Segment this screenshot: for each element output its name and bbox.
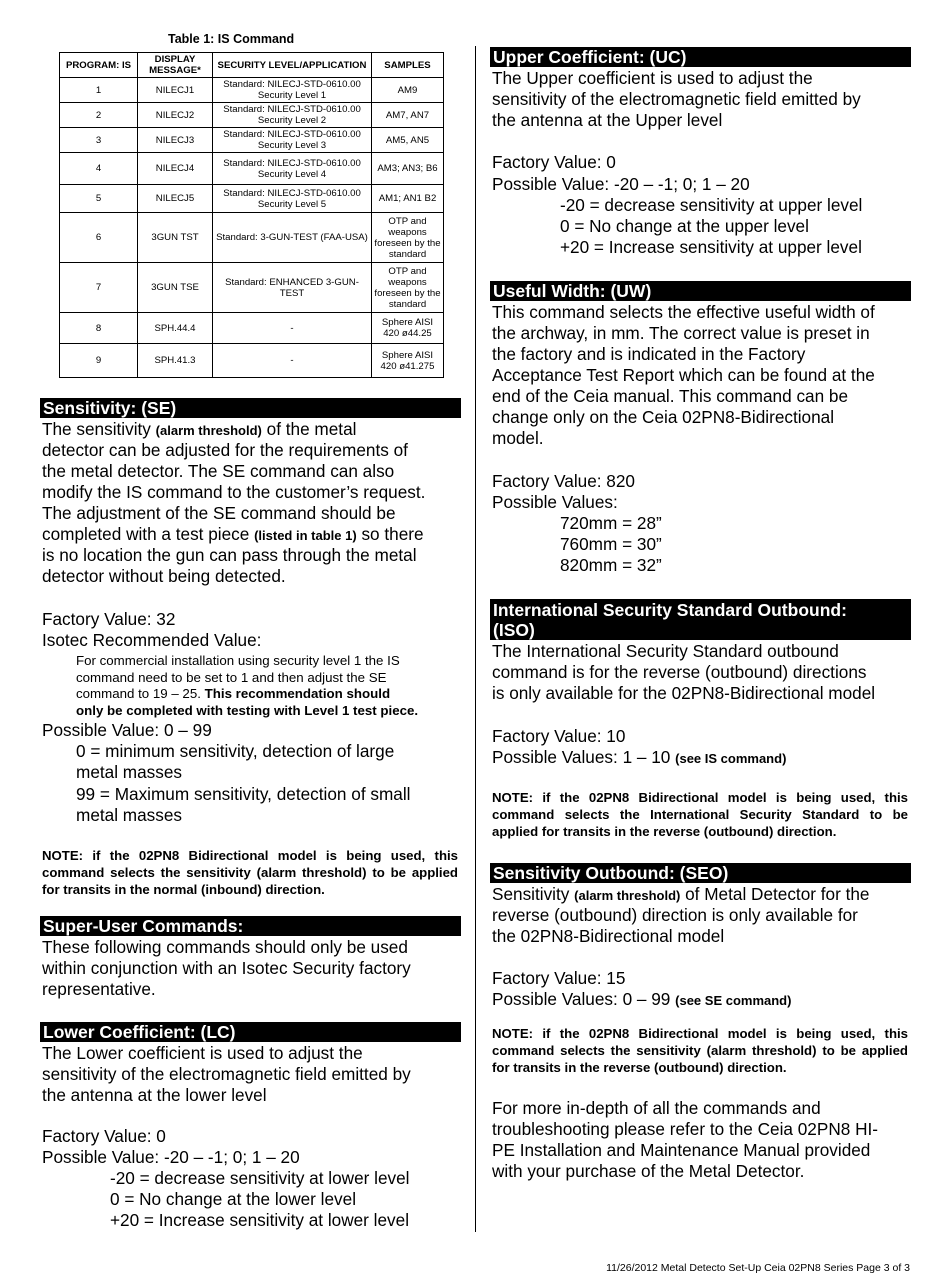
table-cell: NILECJ5 (138, 185, 213, 213)
useful-width-heading: Useful Width: (UW) (490, 281, 911, 301)
factory-value: Factory Value: 820 (492, 471, 635, 491)
table-row (60, 344, 444, 378)
closing-line: For more in-depth of all the commands and (492, 1098, 821, 1118)
table-row (60, 185, 444, 213)
table-cell: 7 (60, 263, 138, 313)
is-command-table (59, 52, 444, 378)
table-cell: SPH.44.4 (138, 313, 213, 344)
superuser-line: These following commands should only be used (42, 937, 408, 957)
sensitivity-line: The adjustment of the SE command should be (42, 503, 396, 523)
value-description: 0 = minimum sensitivity, detection of large (76, 741, 395, 761)
iso-line: The International Security Standard outbound (492, 641, 839, 661)
table-cell: Standard: NILECJ-STD-0610.00 Security Level 2 (213, 103, 372, 128)
lower-line: the antenna at the lower level (42, 1085, 267, 1105)
superuser-line: within conjunction with an Isotec Security factory (42, 958, 411, 978)
iso-line: command is for the reverse (outbound) directions (492, 662, 867, 682)
table-cell: 6 (60, 213, 138, 263)
closing-line: PE Installation and Maintenance Manual provided (492, 1140, 871, 1160)
sensitivity-line: The sensitivity (alarm threshold) of the metal (42, 419, 357, 439)
table-cell: Standard: 3-GUN-TEST (FAA-USA) (213, 213, 372, 263)
table-cell: AM9 (372, 78, 444, 103)
table-cell: AM1; AN1 B2 (372, 185, 444, 213)
useful-line: Acceptance Test Report which can be found at the (492, 365, 875, 385)
table-cell: Standard: NILECJ-STD-0610.00 Security Level 4 (213, 153, 372, 185)
value-description: 99 = Maximum sensitivity, detection of small (76, 784, 411, 804)
closing-line: troubleshooting please refer to the Ceia 02PN8 HI- (492, 1119, 878, 1139)
page-footer: 11/26/2012 Metal Detecto Set-Up Ceia 02PN8 Series Page 3 of 3 (606, 1262, 910, 1274)
table-row (60, 103, 444, 128)
superuser-line: representative. (42, 979, 156, 999)
upper-line: sensitivity of the electromagnetic field emitted by (492, 89, 861, 109)
sensitivity-line: completed with a test piece (listed in table 1) so there (42, 524, 424, 544)
sensitivity-line: detector can be adjusted for the requirements of (42, 440, 408, 460)
factory-value: Factory Value: 0 (492, 152, 616, 172)
value-description: 0 = No change at the lower level (110, 1189, 357, 1209)
recommendation-line: command need to be set to 1 and then adjust the SE (76, 670, 387, 685)
recommendation-line: only be completed with testing with Level 1 test piece. (76, 703, 419, 718)
possible-value: Possible Value: 0 – 99 (42, 720, 212, 740)
possible-value: Possible Values: 0 – 99 (see SE command) (492, 989, 792, 1009)
possible-value: Possible Values: 1 – 10 (see IS command) (492, 747, 787, 767)
possible-value: Possible Value: -20 – -1; 0; 1 – 20 (492, 174, 750, 194)
table-header-cell: DISPLAY MESSAGE* (138, 53, 213, 78)
table-row (60, 78, 444, 103)
useful-line: the factory and is indicated in the Factory (492, 344, 806, 364)
upper-line: the antenna at the Upper level (492, 110, 723, 130)
seo-line: Sensitivity (alarm threshold) of Metal Detector for the (492, 884, 870, 904)
seo-line: the 02PN8-Bidirectional model (492, 926, 725, 946)
table-cell: 5 (60, 185, 138, 213)
table-row (60, 263, 444, 313)
table-cell: NILECJ3 (138, 128, 213, 153)
table-cell: Standard: NILECJ-STD-0610.00 Security Level 5 (213, 185, 372, 213)
table-cell: Standard: NILECJ-STD-0610.00 Security Level 1 (213, 78, 372, 103)
table-cell: OTP and weapons foreseen by the standard (372, 263, 444, 313)
table-cell: 2 (60, 103, 138, 128)
upper-coefficient-heading: Upper Coefficient: (UC) (490, 47, 911, 67)
table-cell: NILECJ4 (138, 153, 213, 185)
value-description: 0 = No change at the upper level (560, 216, 809, 236)
table-cell: AM5, AN5 (372, 128, 444, 153)
useful-line: model. (492, 428, 544, 448)
table-title: Table 1: IS Command (168, 32, 295, 46)
table-row (60, 128, 444, 153)
table-row (60, 213, 444, 263)
useful-line: end of the Ceia manual. This command can be (492, 386, 849, 406)
value-description: +20 = Increase sensitivity at upper level (560, 237, 862, 257)
table-cell: 8 (60, 313, 138, 344)
seo-note: NOTE: if the 02PN8 Bidirectional model is being used, this command selects the sensitivity (alarm threshold) to be applied for transits in the reverse (outbound) direction. (492, 1026, 908, 1075)
table-cell: - (213, 344, 372, 378)
value-description: +20 = Increase sensitivity at lower level (110, 1210, 410, 1230)
column-divider (475, 46, 476, 1232)
useful-line: the archway, in mm. The correct value is preset in (492, 323, 870, 343)
superuser-heading: Super-User Commands: (40, 916, 461, 936)
sensitivity-line: modify the IS command to the customer’s request. (42, 482, 426, 502)
value-description: metal masses (76, 762, 183, 782)
table-cell: 3GUN TSE (138, 263, 213, 313)
table-cell: AM3; AN3; B6 (372, 153, 444, 185)
value-description: 820mm = 32” (560, 555, 662, 575)
seo-heading: Sensitivity Outbound: (SEO) (490, 863, 911, 883)
lower-line: The Lower coefficient is used to adjust the (42, 1043, 363, 1063)
table-cell: OTP and weapons foreseen by the standard (372, 213, 444, 263)
table-cell: Sphere AISI 420 ø44.25 (372, 313, 444, 344)
table-row (60, 153, 444, 185)
possible-value: Possible Values: (492, 492, 618, 512)
table-header-row (60, 53, 444, 78)
table-cell: 4 (60, 153, 138, 185)
value-description: metal masses (76, 805, 183, 825)
table-cell: Standard: NILECJ-STD-0610.00 Security Level 3 (213, 128, 372, 153)
recommendation-line: command to 19 – 25. This recommendation should (76, 686, 391, 701)
possible-value: Possible Value: -20 – -1; 0; 1 – 20 (42, 1147, 300, 1167)
value-description: 720mm = 28” (560, 513, 662, 533)
recommendation-line: For commercial installation using security level 1 the IS (76, 653, 400, 668)
table-cell: Sphere AISI 420 ø41.275 (372, 344, 444, 378)
table-cell: NILECJ1 (138, 78, 213, 103)
table-header-cell: SAMPLES (372, 53, 444, 78)
lower-coefficient-heading: Lower Coefficient: (LC) (40, 1022, 461, 1042)
seo-line: reverse (outbound) direction is only available for (492, 905, 858, 925)
sensitivity-heading: Sensitivity: (SE) (40, 398, 461, 418)
table-cell: AM7, AN7 (372, 103, 444, 128)
closing-line: with your purchase of the Metal Detector. (492, 1161, 805, 1181)
sensitivity-note: NOTE: if the 02PN8 Bidirectional model is being used, this command selects the sensitivity (alarm threshold) to be applied for transits in the normal (inbound) direction. (42, 848, 458, 897)
table-cell: 9 (60, 344, 138, 378)
table-header-cell: SECURITY LEVEL/APPLICATION (213, 53, 372, 78)
value-description: -20 = decrease sensitivity at upper level (560, 195, 863, 215)
useful-line: change only on the Ceia 02PN8-Bidirectional (492, 407, 835, 427)
iso-heading: International Security Standard Outbound: (ISO) (490, 599, 911, 640)
factory-value: Factory Value: 32 (42, 609, 176, 629)
table-cell: 3GUN TST (138, 213, 213, 263)
table-cell: Standard: ENHANCED 3-GUN-TEST (213, 263, 372, 313)
value-description: 760mm = 30” (560, 534, 662, 554)
factory-value: Factory Value: 15 (492, 968, 626, 988)
table-header-cell: PROGRAM: IS (60, 53, 138, 78)
useful-line: This command selects the effective useful width of (492, 302, 875, 322)
table-cell: SPH.41.3 (138, 344, 213, 378)
table-cell: 3 (60, 128, 138, 153)
sensitivity-line: is no location the gun can pass through the metal (42, 545, 417, 565)
value-description: -20 = decrease sensitivity at lower level (110, 1168, 410, 1188)
isotec-recommended-label: Isotec Recommended Value: (42, 630, 262, 650)
upper-line: The Upper coefficient is used to adjust the (492, 68, 813, 88)
table-cell: - (213, 313, 372, 344)
table-row (60, 313, 444, 344)
lower-line: sensitivity of the electromagnetic field emitted by (42, 1064, 411, 1084)
iso-line: is only available for the 02PN8-Bidirectional model (492, 683, 876, 703)
table-cell: 1 (60, 78, 138, 103)
sensitivity-line: the metal detector. The SE command can also (42, 461, 395, 481)
table-cell: NILECJ2 (138, 103, 213, 128)
sensitivity-line: detector without being detected. (42, 566, 286, 586)
factory-value: Factory Value: 10 (492, 726, 626, 746)
iso-note: NOTE: if the 02PN8 Bidirectional model is being used, this command selects the International Security Standard to be applied for transits in the reverse (outbound) direction. (492, 790, 908, 839)
factory-value: Factory Value: 0 (42, 1126, 166, 1146)
